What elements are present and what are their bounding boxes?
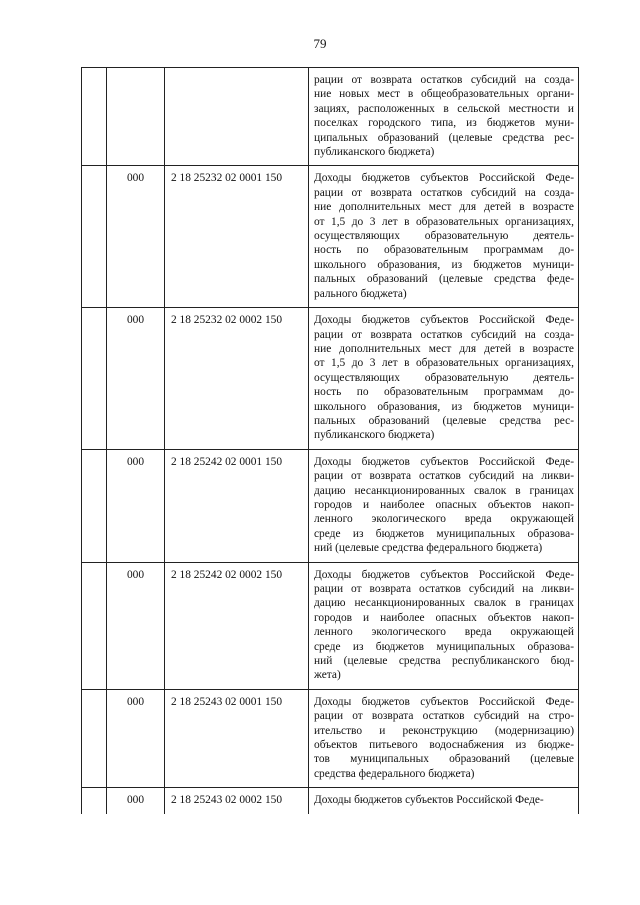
description-line: ленного экологического вреда окружающей bbox=[314, 626, 574, 639]
description-line: школьного образования, из бюджетов муници- bbox=[314, 400, 574, 413]
admin-code-cell: 000 bbox=[107, 689, 165, 787]
description-line: рации от возврата остатков субсидий на ликви- bbox=[314, 583, 574, 595]
description-line: рации от возврата остатков субсидий на стро- bbox=[314, 710, 574, 723]
budget-code-cell: 2 18 25243 02 0002 150 bbox=[165, 788, 309, 814]
empty-cell bbox=[82, 562, 107, 689]
description-line: пальных образований (целевые средства феде- bbox=[314, 273, 574, 286]
table-row bbox=[82, 166, 579, 308]
table-row bbox=[82, 68, 579, 166]
budget-code-cell: 2 18 25232 02 0002 150 bbox=[165, 308, 309, 450]
description-line: ние дополнительных мест для детей в возрасте bbox=[314, 342, 574, 355]
budget-code-cell: 2 18 25242 02 0001 150 bbox=[165, 449, 309, 562]
description-line: Доходы бюджетов субъектов Российской Феде- bbox=[314, 794, 544, 807]
description-cell bbox=[309, 788, 579, 814]
description-line: рации от возврата остатков субсидий на созда- bbox=[314, 74, 574, 86]
description-line: средства федерального бюджета) bbox=[314, 767, 475, 780]
description-line: рации от возврата остатков субсидий на созда- bbox=[314, 328, 574, 341]
budget-code-cell: 2 18 25232 02 0001 150 bbox=[165, 166, 309, 308]
empty-cell bbox=[82, 788, 107, 814]
admin-code-cell: 000 bbox=[107, 166, 165, 308]
description-line: поселках городского типа, из бюджетов муни- bbox=[314, 117, 574, 130]
description-cell bbox=[309, 449, 579, 562]
page-number: 79 bbox=[313, 36, 327, 51]
table-row bbox=[82, 449, 579, 562]
admin-code-cell: 000 bbox=[107, 562, 165, 689]
description-line: среде из бюджетов муниципальных образова- bbox=[314, 640, 574, 653]
empty-cell bbox=[82, 308, 107, 450]
budget-code-cell: 2 18 25243 02 0001 150 bbox=[165, 689, 309, 787]
description-cell bbox=[309, 308, 579, 450]
description-line: ний (целевые средства республиканского бюд- bbox=[314, 655, 574, 668]
table-row bbox=[82, 308, 579, 450]
budget-code-cell bbox=[165, 68, 309, 166]
description-line: ность по образовательным программам до- bbox=[314, 244, 574, 257]
empty-cell bbox=[82, 689, 107, 787]
description-cell bbox=[309, 689, 579, 787]
description-line: рации от возврата остатков субсидий на ликви- bbox=[314, 470, 574, 483]
description-cell bbox=[309, 562, 579, 689]
description-line: публиканского бюджета) bbox=[314, 146, 435, 159]
description-line: дацию несанкционированных свалок в границах bbox=[314, 484, 574, 497]
description-line: жета) bbox=[314, 669, 341, 682]
description-line: объектов питьевого водоснабжения из бюдже- bbox=[314, 739, 574, 752]
description-line: дацию несанкционированных свалок в границах bbox=[314, 597, 574, 610]
table-row bbox=[82, 562, 579, 689]
table-row bbox=[82, 689, 579, 787]
description-line: городов и наиболее опасных объектов накоп- bbox=[314, 498, 574, 511]
description-line: тов муниципальных образований (целевые bbox=[314, 753, 574, 766]
description-line: ленного экологического вреда окружающей bbox=[314, 513, 574, 526]
admin-code-cell: 000 bbox=[107, 308, 165, 450]
admin-code-cell: 000 bbox=[107, 449, 165, 562]
admin-code-cell bbox=[107, 68, 165, 166]
empty-cell bbox=[82, 166, 107, 308]
revenue-classification-table bbox=[81, 67, 579, 814]
description-line: публиканского бюджета) bbox=[314, 429, 435, 442]
description-line: от 1,5 до 3 лет в образовательных организациях, bbox=[314, 357, 574, 370]
description-line: Доходы бюджетов субъектов Российской Феде- bbox=[314, 172, 574, 185]
admin-code-cell: 000 bbox=[107, 788, 165, 814]
description-line: Доходы бюджетов субъектов Российской Феде- bbox=[314, 455, 574, 468]
description-line: осуществляющих образовательную деятель- bbox=[314, 371, 574, 384]
empty-cell bbox=[82, 68, 107, 166]
description-line: пальных образований (целевые средства рес- bbox=[314, 414, 574, 427]
description-line: ительство и реконструкцию (модернизацию) bbox=[314, 724, 574, 737]
description-line: ципальных образований (целевые средства рес- bbox=[314, 131, 574, 144]
description-line: школьного образования, из бюджетов муници- bbox=[314, 258, 574, 271]
description-cell bbox=[309, 166, 579, 308]
description-line: рации от возврата остатков субсидий на созда- bbox=[314, 186, 574, 199]
description-line: городов и наиболее опасных объектов накоп- bbox=[314, 611, 574, 624]
table-body bbox=[82, 68, 579, 814]
description-line: среде из бюджетов муниципальных образова- bbox=[314, 527, 574, 540]
description-cell bbox=[309, 68, 579, 166]
description-line: Доходы бюджетов субъектов Российской Феде- bbox=[314, 695, 574, 708]
budget-code-cell: 2 18 25242 02 0002 150 bbox=[165, 562, 309, 689]
description-line: осуществляющих образовательную деятель- bbox=[314, 230, 574, 243]
description-line: ний (целевые средства федерального бюджета) bbox=[314, 542, 543, 555]
description-line: зациях, расположенных в сельской местности и bbox=[314, 102, 574, 115]
description-line: ние дополнительных мест для детей в возрасте bbox=[314, 201, 574, 214]
empty-cell bbox=[82, 449, 107, 562]
description-line: ность по образовательным программам до- bbox=[314, 386, 574, 399]
description-line: от 1,5 до 3 лет в образовательных организациях, bbox=[314, 215, 574, 228]
table-row bbox=[82, 788, 579, 814]
description-line: Доходы бюджетов субъектов Российской Феде- bbox=[314, 568, 574, 581]
description-line: Доходы бюджетов субъектов Российской Феде- bbox=[314, 314, 574, 327]
description-line: рального бюджета) bbox=[314, 287, 407, 300]
description-line: ние новых мест в общеобразовательных органи- bbox=[314, 88, 574, 101]
